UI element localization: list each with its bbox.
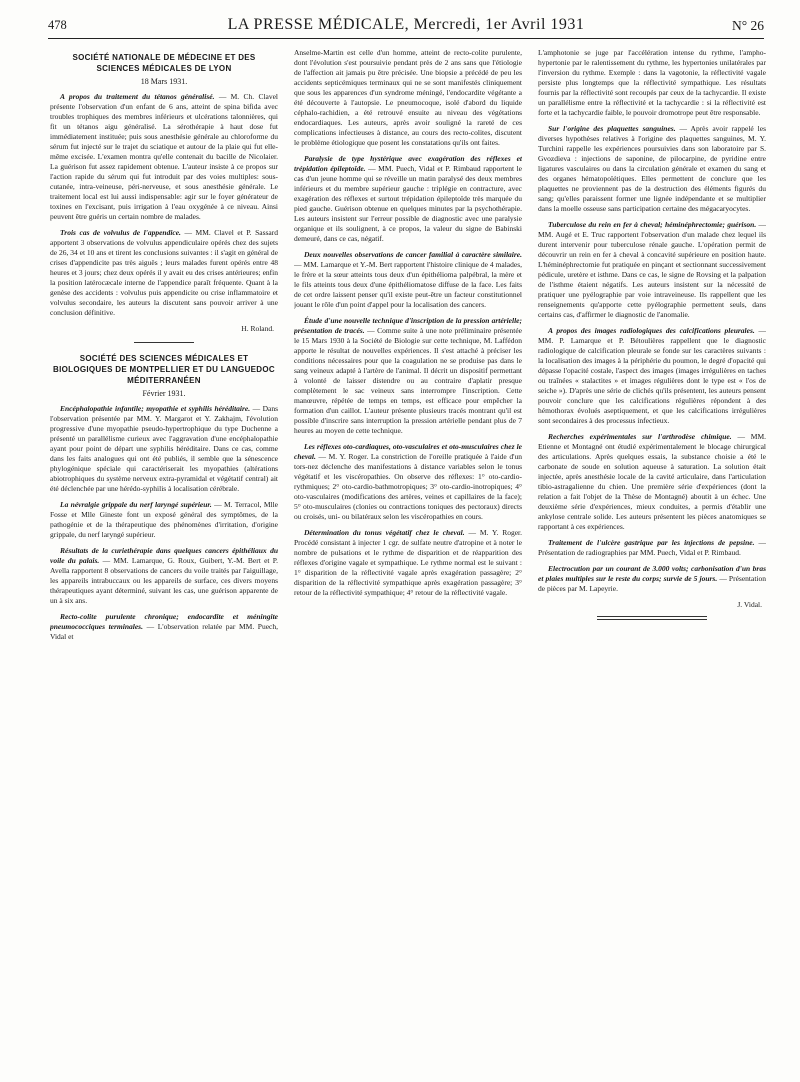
- article-paragraph: [294, 154, 522, 244]
- separator-rule: [134, 342, 194, 343]
- article-title: Encéphalopathie infantile; myopathie et syphilis héréditaire.: [60, 404, 251, 413]
- article-title: Paralysie de type hystérique avec exagération des réflexes et trépidation épileptoïde.: [294, 154, 522, 173]
- session-date: Février 1931.: [142, 389, 186, 398]
- article-title: Tuberculose du rein en fer à cheval; héminéphrectomie; guérison.: [548, 220, 757, 229]
- article-title: Recherches expérimentales sur l'arthrodèse chimique.: [548, 432, 732, 441]
- signature: J. Vidal.: [737, 600, 762, 609]
- issue-number: N° 26: [731, 18, 764, 33]
- article-item: [538, 564, 766, 594]
- article-item: [294, 48, 522, 148]
- article-paragraph: [294, 316, 522, 436]
- article-item: [50, 546, 278, 606]
- signature: H. Roland.: [241, 324, 274, 333]
- article-title: Electrocution par un courant de 3.000 volts; carbonisation d'un bras et plaies multiples sur le reste du corps; survie de 5 jours.: [538, 564, 766, 583]
- article-paragraph: [294, 442, 522, 522]
- column-2: [294, 48, 522, 1058]
- article-item: [538, 220, 766, 320]
- article-paragraph: [538, 564, 766, 594]
- article-title: Deux nouvelles observations de cancer familial à caractère similaire.: [304, 250, 522, 259]
- page-header: [48, 16, 764, 39]
- article-item: [50, 612, 278, 642]
- article-text: — Dans l'observation présentée par MM. Y. Margarot et Y. Zakhajm, l'évolution progressive d'une myopathie pseudo-hypertrophique du type Duchenne a présenté un parallélisme curieux avec l'aggravation d'une encéphalopathie ayant pour point de départ une syphilis héréditaire. Dans ce cas, comme dans les faits analogues qui ont été publiés, il semble que la sénescence phylogénique spéciale qui caractériserait les myopathies (altérations abiotrophiques du système nerveux extra-pyramidal et végétatif central) ait été déclenchée par une hérédo-syphilis à localisation cérébrale.: [50, 404, 278, 493]
- article-item: [294, 154, 522, 244]
- article-text: — L'observation relatée par MM. Puech, Vidal et: [50, 622, 278, 641]
- article-title: Recto-colite purulente chronique; endocardite et méningite pneumococciques terminales.: [50, 612, 278, 631]
- article-paragraph: [294, 250, 522, 310]
- article-item: [50, 228, 278, 318]
- article-item: [538, 432, 766, 532]
- article-item: [50, 404, 278, 494]
- article-text: — M. Ch. Clavel présente l'observation d'un enfant de 6 ans, atteint de spina bifida avec troubles trophiques des membres inférieurs et ulcérations talonnières, qui fit un tétanos aigu généralisé. La sérothérapie à haut dose fut immédiatement instituée; puis sous anesthésie générale au chloroforme du sérum fut injecté sur le trajet du sciatique et autour de la plaie qui fut elle-même excisée. L'examen montra qu'elle contenait du bacille de Nicolaier. La guérison fut assez rapidement obtenue. L'auteur insiste à ce propos sur l'action rapide du sérum qui fut introduit par des voies multiples: sous-cutanée, intra-veineuse, péri-nerveuse, et sous anesthésie générale. Le traitement local est lui aussi indispensable: agir sur le foyer générateur de toxines en l'excisant, puis irrigation à l'eau oxygénée à ce niveau. Ainsi peuvent être guéris un certain nombre de malades.: [50, 92, 278, 221]
- article-item: [50, 92, 278, 222]
- article-paragraph: [50, 92, 278, 222]
- page-number: 478: [48, 18, 67, 32]
- article-paragraph: [50, 228, 278, 318]
- column-3: [538, 48, 766, 1058]
- article-paragraph: [538, 326, 766, 426]
- article-title: Trois cas de volvulus de l'appendice.: [60, 228, 181, 237]
- society-title: SOCIÉTÉ NATIONALE DE MÉDECINE ET DES SCIENCES MÉDICALES DE LYON: [72, 53, 256, 73]
- article-item: [294, 250, 522, 310]
- article-paragraph: [50, 500, 278, 540]
- article-text: — Présentation de radiographies par MM. Puech, Vidal et P. Rimbaud.: [538, 538, 766, 557]
- article-title: Traitement de l'ulcère gastrique par les injections de pepsine.: [548, 538, 755, 547]
- article-item: [538, 326, 766, 426]
- article-title: Étude d'une nouvelle technique d'inscription de la pression artérielle; présentation de tracés.: [294, 316, 522, 335]
- separator-rule: [597, 616, 707, 620]
- article-title: Résultats de la curiethérapie dans quelques cancers épithéliaux du voile du palais.: [50, 546, 278, 565]
- article-text: — MM. Lamarque et Y.-M. Bert rapportent l'histoire clinique de 4 malades, le frère et la sœur atteints tous deux d'un épithélioma palpébral, la mère et le fils atteints tous deux d'une épithéliomatose diffuse de la face. Les faits de cet ordre laissent penser qu'il existe peut-être un facteur constitutionnel jouant le rôle d'un point d'appel pour la localisation des cancers.: [294, 260, 522, 309]
- article-columns: [50, 48, 768, 1058]
- article-paragraph: [538, 432, 766, 532]
- article-item: [294, 528, 522, 598]
- article-title: Les réflexes oto-cardiaques, oto-vasculaires et oto-musculaires chez le cheval.: [294, 442, 522, 461]
- article-text: — Comme suite à une note préliminaire présentée le 15 Mars 1930 à la Société de Biologie sur cette technique, M. Laffédon apporte le résultat de nouvelles expériences. Il s'est attaché à préciser les conditions nécessaires pour que la coagulation ne se produise pas dans le sang veineux adapté à l'artère de l'animal. Il décrit un dispositif permettant à volonté de laisser distendre ou au contraire d'aplatir presque complètement le sac veineux sans interrompre l'inscription. Cette manœuvre, répétée de temps en temps, est efficace pour empêcher la formation d'un caillot. L'auteur présente plusieurs tracés montrant qu'il est possible d'inscrire sans interruption la pression artérielle pendant plus de 7 heures au moyen de cette technique.: [294, 326, 522, 435]
- article-paragraph: [50, 404, 278, 494]
- article-title: La névralgie grippale du nerf laryngé supérieur.: [60, 500, 212, 509]
- article-text: — MM. Clavel et P. Sassard apportent 3 observations de volvulus appendiculaire opérés chez des sujets de 26, 34 et 10 ans et tirent les conclusions suivantes : il s'agit en général de crises d'appendicite pas très aiguës ; leurs malades furent opérés entre 48 heures et 3 jours; chez deux opérés il y avait eu des crises antérieures; enfin la position latérocæcale interne de l'appendice paraît fréquente. Quant à la genèse des accidents : volvulus puis appendicite ou crise inflammatoire et volvulus secondaire, les auteurs la discutent sans pouvoir arriver à une conclusion définitive.: [50, 228, 278, 317]
- article-text: — MM. Augé et E. Truc rapportent l'observation d'un malade chez lequel ils durent intervenir pour tuberculose rénale gauche. L'opération permit de découvrir un rein en fer à cheval à concavité supérieure en position haute. L'héminéphrectomie fut pratiquée en pinçant et sectionnant successivement pédicule, uretère et isthme. Dans ce cas, le signe de Rovsing et la palpation de l'isthme étaient négatifs. Les auteurs insistent sur la nécessité de pratiquer une pyélographie par voie intraveineuse. Ils rappellent que les renseignements qu'apporte cette pyélographie permettent seuls, dans certains cas, d'affirmer le diagnostic de l'anomalie.: [538, 220, 766, 319]
- article-title: A propos des images radiologiques des calcifications pleurales.: [548, 326, 755, 335]
- article-text: — MM. Lamarque, G. Roux, Guibert, Y.-M. Bert et P. Avella rapportent 8 observations de cancers du voile traités par l'aiguillage, les appareils intrabuccaux ou les appareils de surface, ces divers moyens thérapeutiques ayant déterminé, suivant les cas, une guérison apparente de un à six ans.: [50, 556, 278, 605]
- article-item: [538, 124, 766, 214]
- article-text: Anselme-Martin est celle d'un homme, atteint de recto-colite purulente, dont l'évolution s'est poursuivie pendant près de 2 ans sans que l'étiologie de l'affection ait jamais pu être précisée. Une biopsie a précédé de peu les accidents septicémiques terminaux qui ne se sont manifestés cliniquement que sous les apparences d'un syndrome méningé, l'endocardite végétante a été découverte à l'autopsie. Le pneumocoque, isolé d'abord du liquide céphalo-rachidien, a été retrouvé ensuite au niveau des végétations endocardiaques. Les auteurs, après avoir souligné la rareté de ces complications infectieuses à distance, au cours des recto-colites, discutent le problème étiologique que posent les constatations qu'ils ont faites.: [294, 48, 522, 147]
- article-text: — M. Y. Roger. La constriction de l'oreille pratiquée à l'aide d'un tors-nez déclenche des manifestations à distance variables selon le tonus végétatif et les viscéropathies. On observe des réflexes: 1° oto-cardio-rythmiques; 2° oto-cardio-bathmotropiques; 3° oto-cardio-inotropiques; 4° oto-vasculaires (modifications des artères, veines et capillaires de la face); 5° oto-musculaires (clonies ou contractions toniques des pectoraux) directs ou croisés, uni- ou bilatéraux selon les viscéropathies en cours.: [294, 452, 522, 521]
- article-item: [50, 500, 278, 540]
- article-item: [294, 316, 522, 436]
- column-1: [50, 48, 278, 1058]
- article-paragraph: [50, 546, 278, 606]
- article-paragraph: [538, 48, 766, 118]
- article-text: — Présentation de pièces par M. Lapeyrie.: [538, 574, 766, 593]
- article-text: — MM. Puech, Vidal et P. Rimbaud rapportent le cas d'un jeune homme qui se réveille un matin paralysé des deux membres inférieurs et du membre supérieur gauche : triplégie en contracture, avec exagération des réflexes et surtout trépidation épileptoïde très marquée du pied gauche. Guérison obtenue en quelques minutes par la psychothérapie. Les auteurs insistent sur l'erreur possible de diagnostic avec une paralysie organique et ils soulignent, à ce propos, la valeur du signe de Babinski demeuré, dans ce cas, négatif.: [294, 164, 522, 243]
- article-paragraph: [50, 612, 278, 642]
- article-item: [294, 442, 522, 522]
- article-text: — M. Y. Roger. Procédé consistant à injecter 1 cgr. de sulfate neutre d'atropine et à noter le nombre de pulsations et le rythme de disparition et de réapparition des réflexes d'origine vagale et sympathique. Le rythme normal est le suivant : 1° disparition de la réflectivité vagale après exagération passagère; 2° disparition de la réflectivité sympathique après exagération passagère; 3° retour de la réflectivité sympathique; 4° retour de la réflectivité vagale.: [294, 528, 522, 597]
- article-paragraph: [538, 124, 766, 214]
- article-title: Détermination du tonus végétatif chez le cheval.: [304, 528, 465, 537]
- article-text: — MM. Etienne et Montagné ont étudié expérimentalement le blocage chirurgical des articulations. Après quelques essais, la substance choisie a été le carbonate de soude en solution aqueuse à saturation. La solution était injectée, après anesthésie locale de la cavité articulaire, dans l'articulation tibio-astragalienne du chien. Une première série d'expériences (dont la relation a fait l'objet de la Thèse de Montagné) aboutit à un échec. Une deuxième série d'expériences, mieux conduites, a permis d'établir une ankylose centrale solide. Les auteurs présentent les pièces anatomiques se rapportant à ces expériences.: [538, 432, 766, 531]
- article-title: Sur l'origine des plaquettes sanguines.: [548, 124, 676, 133]
- session-date: 18 Mars 1931.: [140, 77, 188, 86]
- article-title: A propos du traitement du tétanos généralisé.: [60, 92, 215, 101]
- article-paragraph: [294, 528, 522, 598]
- article-paragraph: [538, 538, 766, 558]
- article-paragraph: [538, 220, 766, 320]
- article-text: — M. Terracol, Mlle Fosse et Mlle Gineste font un exposé général des symptômes, de la pathogénie et de la thérapeutique des phénomènes d'irritation, d'origine grippale, du nerf laryngé supérieur.: [50, 500, 278, 539]
- article-text: — MM. P. Lamarque et P. Bétoulières rappellent que le diagnostic radiologique de calcification pleurale se fonde sur les caractères suivants : la localisation des images à la périphérie du poumon, le degré d'opacité qui dépasse l'opacité costale, l'aspect des images (images irrégulières en taches ou traînées « stalactites » et images régulières dont le type est « l'os de seiche »). D'après une série de clichés qu'ils présentent, les auteurs pensent pouvoir conclure que les calcifications régulières répondent à des hémothorax évolués aseptiquement, et que les calcifications irrégulières sont secondaires à des processus infectieux.: [538, 326, 766, 425]
- journal-title: LA PRESSE MÉDICALE, Mercredi, 1er Avril 1931: [227, 16, 585, 33]
- society-title: SOCIÉTÉ DES SCIENCES MÉDICALES ET BIOLOGIQUES DE MONTPELLIER ET DU LANGUEDOC MÉDITERRANÉEN: [53, 354, 275, 385]
- article-text: — Après avoir rappelé les diverses hypothèses relatives à l'origine des plaquettes sanguines, M. Y. Turchini rappelle les expériences poursuivies dans son laboratoire par S. Gvozdieva : injections de saponine, de pilocarpine, de pyridine entre ligatures vasculaires ou dans la circulation générale et examen du sang et des organes hématopoïétiques. Elles permettent de conclure que les plaquettes ne proviennent pas de la destruction des éléments figurés du sang; qu'elles paraissent former une lignée indépendante et se multiplier dans la moelle osseuse sans participation certaine des mégacaryocytes.: [538, 124, 766, 213]
- article-item: [538, 48, 766, 118]
- article-paragraph: [294, 48, 522, 148]
- article-item: [538, 538, 766, 558]
- article-text: L'amphotonie se juge par l'accélération intense du rythme, l'ampho-hypertonie par le ralentissement du rythme, les hypertonies unilatérales par l'inversion du rythme. Exemple : dans la vagotonie, la réflectivité vagale persiste plus longtemps que la réflectivité sympathique. Les résultats fournis par la réflectivité sont recoupés par ceux de la tachycardie. Il existe un parallélisme entre la réflectivité et la tachycardie : si la réflectivité est forte et la tachycardie faible, le pouvoir dromotrope peut être responsable.: [538, 48, 766, 117]
